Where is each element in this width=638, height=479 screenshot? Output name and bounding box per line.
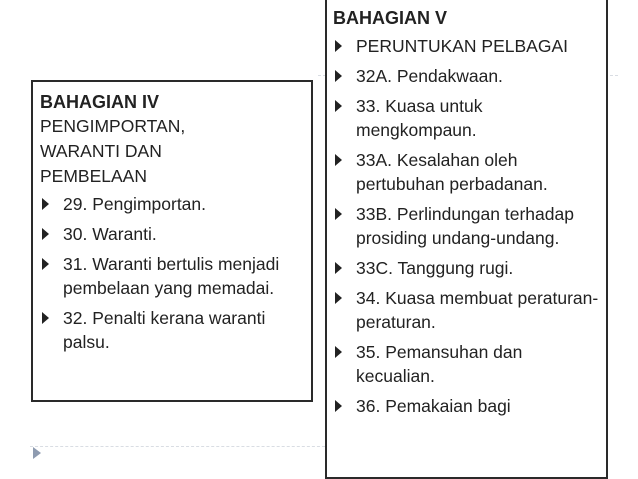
bullet-arrow-icon — [335, 262, 342, 274]
bahagian-v-list — [333, 34, 602, 418]
bullet-arrow-icon — [335, 70, 342, 82]
list-item-text: 36. Pemakaian bagi — [356, 396, 511, 416]
bahagian-iv-list — [40, 192, 307, 354]
list-item — [40, 252, 307, 300]
bahagian-iv-heading: BAHAGIAN IV — [40, 92, 160, 112]
bahagian-v-heading: BAHAGIAN V — [333, 8, 448, 28]
bahagian-iv-box — [31, 80, 313, 402]
bullet-arrow-icon — [335, 292, 342, 304]
list-item — [333, 286, 602, 334]
list-item-text: 33. Kuasa untuk mengkompaun. — [356, 96, 483, 140]
list-item — [333, 394, 602, 418]
list-item — [40, 306, 307, 354]
list-item-text: 33A. Kesalahan oleh pertubuhan perbadanan. — [356, 150, 548, 194]
list-item-text: 29. Pengimportan. — [63, 194, 207, 214]
bahagian-v-box — [325, 0, 608, 479]
list-item — [40, 192, 307, 216]
list-item-text: 35. Pemansuhan dan kecualian. — [356, 342, 523, 386]
list-item — [333, 64, 602, 88]
bahagian-iv-subheading-line-2: WARANTI DAN — [40, 141, 162, 161]
list-item-text: 32. Penalti kerana waranti palsu. — [63, 308, 266, 352]
bahagian-iv-subheading-line-3: PEMBELAAN — [40, 166, 147, 186]
list-item-text: 31. Waranti bertulis menjadi pembelaan yang memadai. — [63, 254, 280, 298]
list-item — [333, 202, 602, 250]
list-item-text: 34. Kuasa membuat peraturan-peraturan. — [356, 288, 599, 332]
bullet-arrow-icon — [335, 208, 342, 220]
bullet-arrow-icon — [335, 154, 342, 166]
bullet-arrow-icon — [42, 312, 49, 324]
list-item-text: 30. Waranti. — [63, 224, 157, 244]
list-item — [333, 340, 602, 388]
bullet-arrow-icon — [42, 198, 49, 210]
bullet-arrow-icon — [335, 346, 342, 358]
bullet-arrow-icon — [335, 400, 342, 412]
list-item — [333, 94, 602, 142]
footer-arrow-icon — [33, 447, 41, 459]
bullet-arrow-icon — [335, 100, 342, 112]
bullet-arrow-icon — [42, 258, 49, 270]
list-item-text: 33C. Tanggung rugi. — [356, 258, 514, 278]
list-item — [333, 34, 602, 58]
list-item — [333, 256, 602, 280]
list-item — [333, 148, 602, 196]
bullet-arrow-icon — [42, 228, 49, 240]
list-item — [40, 222, 307, 246]
bahagian-iv-subheading-line-1: PENGIMPORTAN, — [40, 116, 186, 136]
bullet-arrow-icon — [335, 40, 342, 52]
list-item-text: PERUNTUKAN PELBAGAI — [356, 36, 568, 56]
list-item-text: 32A. Pendakwaan. — [356, 66, 503, 86]
list-item-text: 33B. Perlindungan terhadap prosiding undang-undang. — [356, 204, 574, 248]
slide-footer-rule — [30, 446, 330, 447]
